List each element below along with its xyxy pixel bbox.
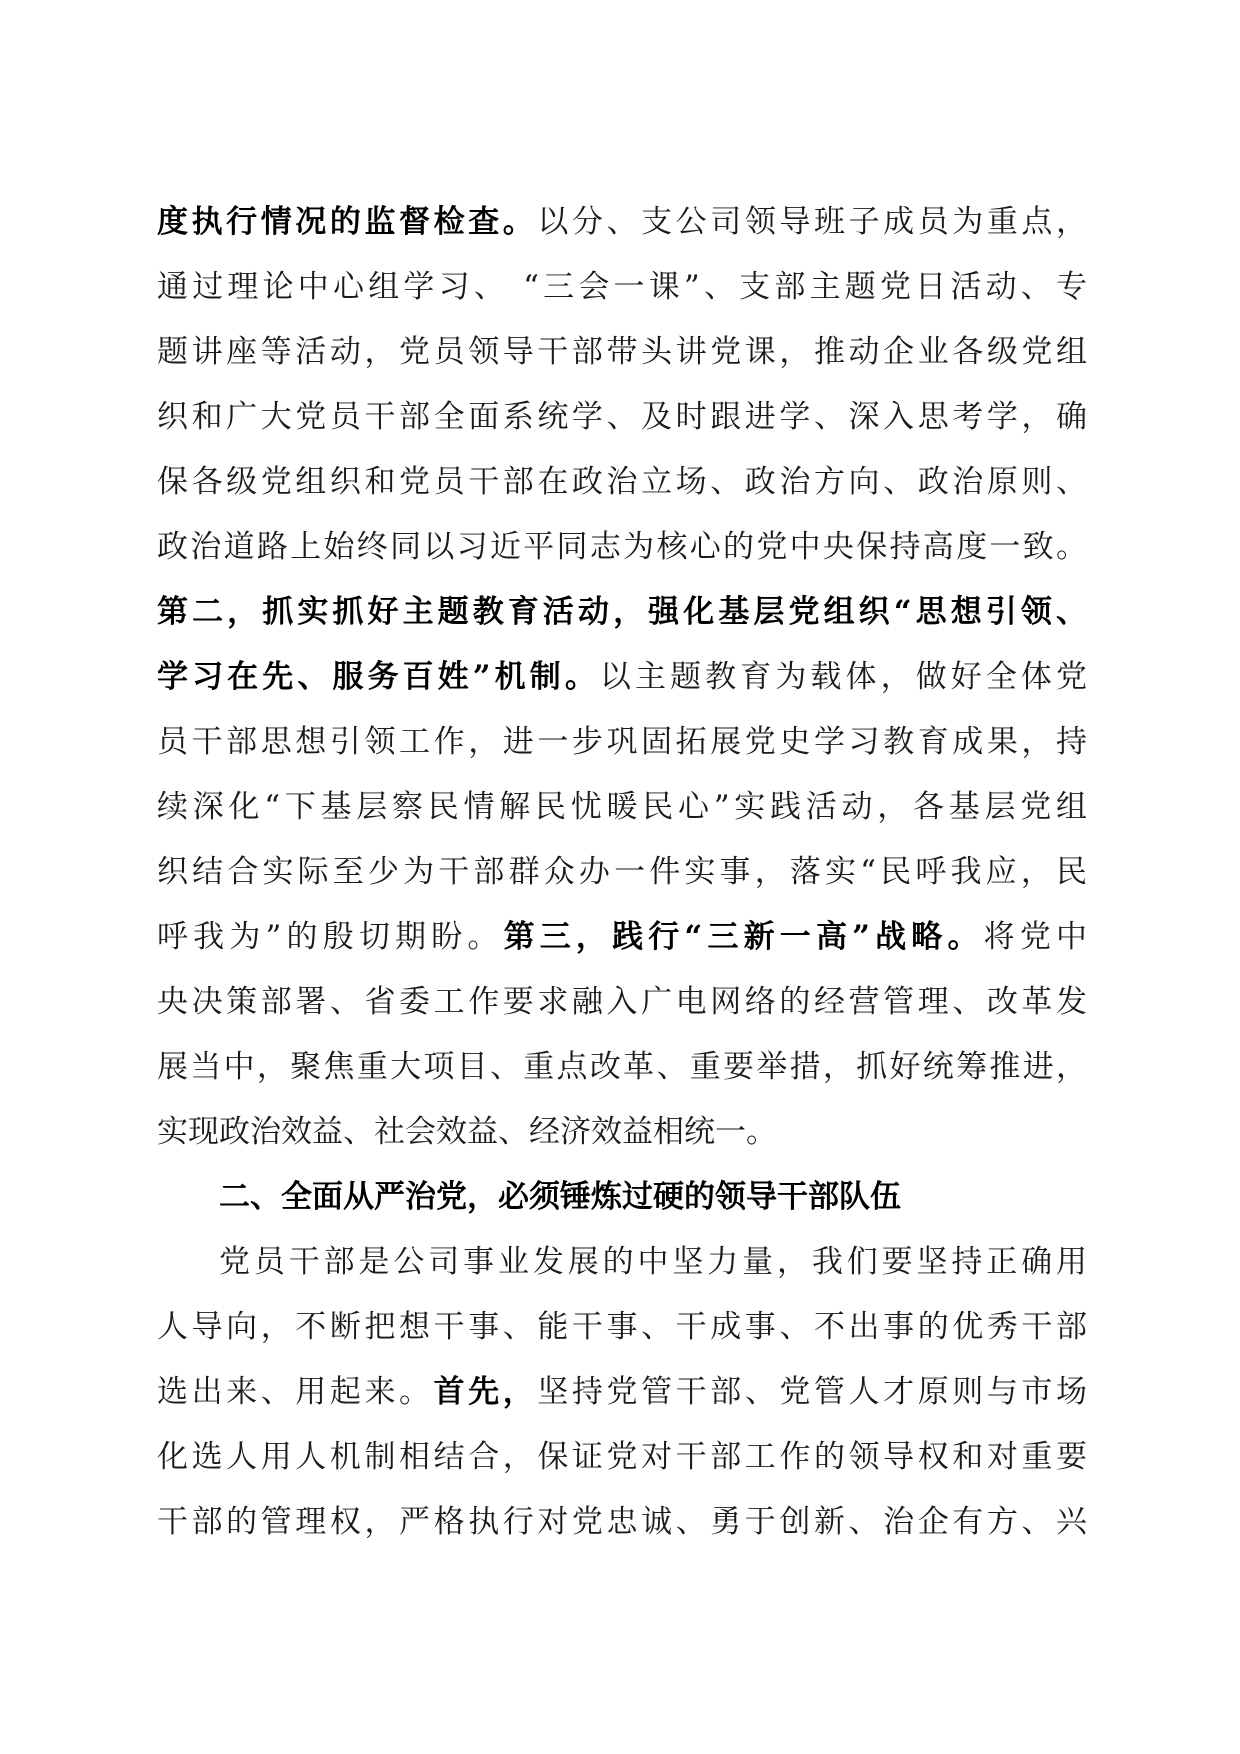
text-run: 以分、支公司领导班子成员为重点， — [537, 204, 1087, 240]
text-line — [157, 580, 1087, 645]
heading-text: 二、全面从严治党，必须锤炼过硬的领导干部队伍 — [219, 1179, 901, 1215]
text-line — [157, 1100, 1087, 1165]
text-line — [157, 255, 1087, 320]
text-line — [157, 450, 1087, 515]
text-line — [157, 775, 1087, 840]
text-line — [157, 515, 1087, 580]
bold-text-run: 度执行情况的监督检查。 — [157, 204, 538, 240]
text-run: 将党中 — [983, 919, 1087, 955]
text-run: 选出来、用起来。 — [157, 1374, 434, 1410]
text-line — [157, 320, 1087, 385]
text-run: 以主题教育为载体，做好全体党 — [599, 659, 1087, 695]
text-run: 央决策部署、省委工作要求融入广电网络的经营管理、改革发 — [157, 984, 1087, 1020]
text-line — [157, 1230, 1087, 1295]
text-run: 政治道路上始终同以习近平同志为核心的党中央保持高度一致。 — [157, 529, 1087, 565]
text-line — [157, 1360, 1087, 1425]
text-line — [157, 1295, 1087, 1360]
text-run: 织结合实际至少为干部群众办一件实事，落实“民呼我应，民 — [157, 854, 1087, 890]
text-run: 通过理论中心组学习、 “三会一课”、支部主题党日活动、专 — [157, 269, 1087, 305]
section-heading — [157, 1165, 1087, 1230]
bold-text-run: 首先， — [433, 1374, 538, 1410]
text-line — [157, 645, 1087, 710]
text-run: 人导向，不断把想干事、能干事、干成事、不出事的优秀干部 — [157, 1309, 1087, 1345]
text-line — [157, 1035, 1087, 1100]
text-line — [157, 385, 1087, 450]
text-run: 织和广大党员干部全面系统学、及时跟进学、深入思考学，确 — [157, 399, 1087, 435]
document-body — [157, 190, 1087, 1555]
text-run: 题讲座等活动，党员领导干部带头讲党课，推动企业各级党组 — [157, 334, 1087, 370]
text-run: 保各级党组织和党员干部在政治立场、政治方向、政治原则、 — [157, 464, 1087, 500]
bold-text-run: 第三，践行“三新一高”战略。 — [503, 919, 984, 955]
text-line — [157, 970, 1087, 1035]
text-run: 呼我为”的殷切期盼。 — [157, 919, 504, 955]
text-line — [157, 840, 1087, 905]
text-line — [157, 190, 1087, 255]
text-run: 党员干部是公司事业发展的中坚力量，我们要坚持正确用 — [219, 1244, 1087, 1280]
text-run: 干部的管理权，严格执行对党忠诚、勇于创新、治企有方、兴 — [157, 1504, 1087, 1540]
text-run: 实现政治效益、社会效益、经济效益相统一。 — [157, 1114, 777, 1150]
text-run: 员干部思想引领工作，进一步巩固拓展党史学习教育成果，持 — [157, 724, 1087, 760]
text-run: 续深化“下基层察民情解民忧暖民心”实践活动，各基层党组 — [157, 789, 1087, 825]
bold-text-run: 第二，抓实抓好主题教育活动，强化基层党组织“思想引领、 — [157, 594, 1087, 630]
text-run: 坚持党管干部、党管人才原则与市场 — [537, 1374, 1087, 1410]
text-line — [157, 905, 1087, 970]
bold-text-run: 学习在先、服务百姓”机制。 — [157, 659, 600, 695]
text-line — [157, 1425, 1087, 1490]
text-line — [157, 710, 1087, 775]
text-line — [157, 1490, 1087, 1555]
text-run: 展当中，聚焦重大项目、重点改革、重要举措，抓好统筹推进， — [157, 1049, 1087, 1085]
text-run: 化选人用人机制相结合，保证党对干部工作的领导权和对重要 — [157, 1439, 1087, 1475]
